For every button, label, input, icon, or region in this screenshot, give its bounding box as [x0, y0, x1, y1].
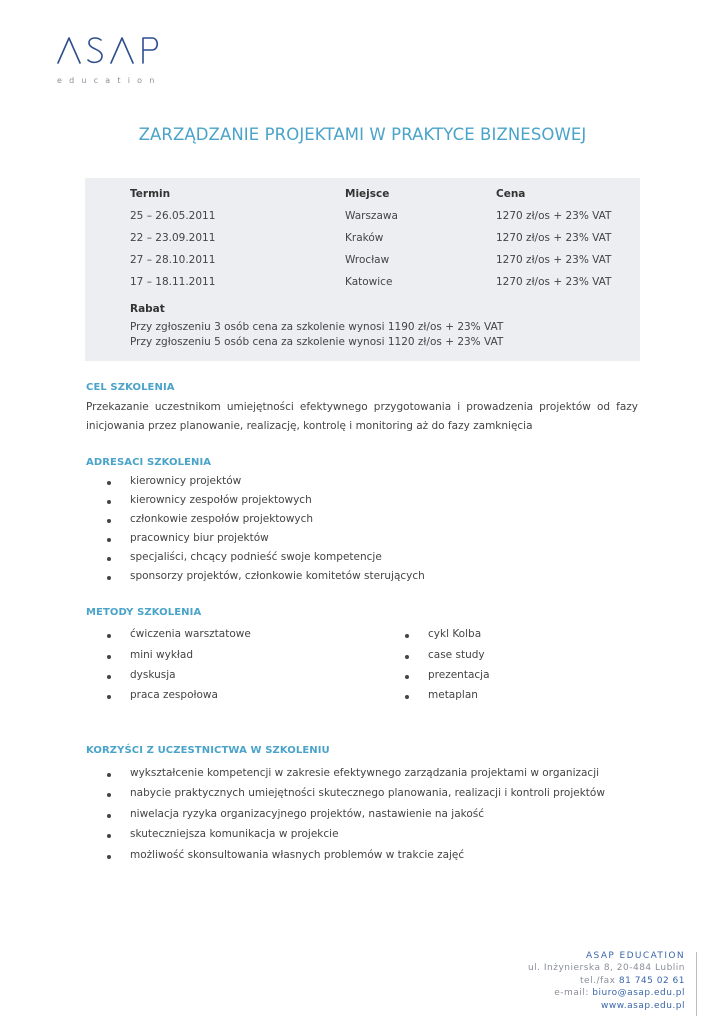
discount-line: Przy zgłoszeniu 5 osób cena za szkolenie wynosi 1120 zł/os + 23% VAT — [130, 336, 504, 348]
list-item: ćwiczenia warsztatowe — [130, 628, 251, 640]
list-item: cykl Kolba — [428, 628, 481, 640]
footer-phone: tel./fax 81 745 02 61 — [580, 975, 685, 986]
audience-heading: ADRESACI SZKOLENIA — [86, 457, 212, 468]
bullet-icon — [107, 481, 111, 485]
bullet-icon — [107, 855, 111, 859]
footer-brand: ASAP EDUCATION — [586, 951, 685, 961]
list-item: dyskusja — [130, 669, 176, 681]
row-price: 1270 zł/os + 23% VAT — [496, 210, 612, 222]
list-item: case study — [428, 649, 485, 661]
goal-heading: CEL SZKOLENIA — [86, 382, 175, 393]
row-price: 1270 zł/os + 23% VAT — [496, 254, 612, 266]
row-place: Wrocław — [345, 254, 390, 266]
methods-heading: METODY SZKOLENIA — [86, 607, 202, 618]
row-term: 25 – 26.05.2011 — [130, 210, 216, 222]
list-item: praca zespołowa — [130, 689, 218, 701]
row-term: 17 – 18.11.2011 — [130, 276, 216, 288]
header-price: Cena — [496, 188, 526, 200]
list-item: pracownicy biur projektów — [130, 532, 269, 544]
list-item: mini wykład — [130, 649, 193, 661]
discount-title: Rabat — [130, 303, 165, 315]
header-place: Miejsce — [345, 188, 390, 200]
schedule-box — [85, 178, 640, 361]
page-title: ZARZĄDZANIE PROJEKTAMI W PRAKTYCE BIZNESOWEJ — [138, 125, 587, 144]
row-term: 22 – 23.09.2011 — [130, 232, 216, 244]
bullet-icon — [405, 634, 409, 638]
row-place: Kraków — [345, 232, 384, 244]
bullet-icon — [107, 557, 111, 561]
bullet-icon — [107, 814, 111, 818]
bullet-icon — [107, 675, 111, 679]
bullet-icon — [405, 655, 409, 659]
row-place: Katowice — [345, 276, 393, 288]
footer-address: ul. Inżynierska 8, 20-484 Lublin — [527, 963, 685, 974]
bullet-icon — [107, 695, 111, 699]
bullet-icon — [405, 695, 409, 699]
list-item: sponsorzy projektów, członkowie komitetów sterujących — [130, 570, 425, 582]
bullet-icon — [405, 675, 409, 679]
list-item: nabycie praktycznych umiejętności skutecznego planowania, realizacji i kontroli projektów — [130, 787, 605, 799]
bullet-icon — [107, 538, 111, 542]
bullet-icon — [107, 655, 111, 659]
row-price: 1270 zł/os + 23% VAT — [496, 276, 612, 288]
bullet-icon — [107, 576, 111, 580]
goal-text: Przekazanie uczestnikom umiejętności efektywnego przygotowania i prowadzenia projektów od fazy inicjowania przez planowanie, realizację, kontrolę i monitoring aż do fazy zamknięcia — [86, 401, 638, 432]
list-item: kierownicy projektów — [130, 475, 241, 487]
discount-line: Przy zgłoszeniu 3 osób cena za szkolenie wynosi 1190 zł/os + 23% VAT — [130, 321, 504, 333]
footer-website-link[interactable]: www.asap.edu.pl — [601, 1000, 685, 1011]
benefits-heading: KORZYŚCI Z UCZESTNICTWA W SZKOLENIU — [86, 745, 330, 756]
bullet-icon — [107, 500, 111, 504]
bullet-icon — [107, 519, 111, 523]
bullet-icon — [107, 793, 111, 797]
bullet-icon — [107, 634, 111, 638]
list-item: skuteczniejsza komunikacja w projekcie — [130, 828, 339, 840]
footer-divider — [696, 952, 697, 1016]
logo-subtitle: education — [57, 76, 162, 85]
row-price: 1270 zł/os + 23% VAT — [496, 232, 612, 244]
header-term: Termin — [130, 188, 171, 200]
logo-mark-icon — [56, 36, 168, 64]
bullet-icon — [107, 834, 111, 838]
row-place: Warszawa — [345, 210, 398, 222]
list-item: możliwość skonsultowania własnych problemów w trakcie zajęć — [130, 849, 464, 861]
list-item: specjaliści, chcący podnieść swoje kompetencje — [130, 551, 382, 563]
bullet-icon — [107, 773, 111, 777]
row-term: 27 – 28.10.2011 — [130, 254, 216, 266]
list-item: członkowie zespołów projektowych — [130, 513, 313, 525]
list-item: niwelacja ryzyka organizacyjnego projektów, nastawienie na jakość — [130, 808, 484, 820]
list-item: metaplan — [428, 689, 478, 701]
list-item: kierownicy zespołów projektowych — [130, 494, 312, 506]
footer-email[interactable]: e-mail: biuro@asap.edu.pl — [554, 988, 685, 999]
list-item: wykształcenie kompetencji w zakresie efektywnego zarządzania projektami w organizacji — [130, 767, 599, 779]
list-item: prezentacja — [428, 669, 490, 681]
footer-contact — [528, 950, 685, 1012]
